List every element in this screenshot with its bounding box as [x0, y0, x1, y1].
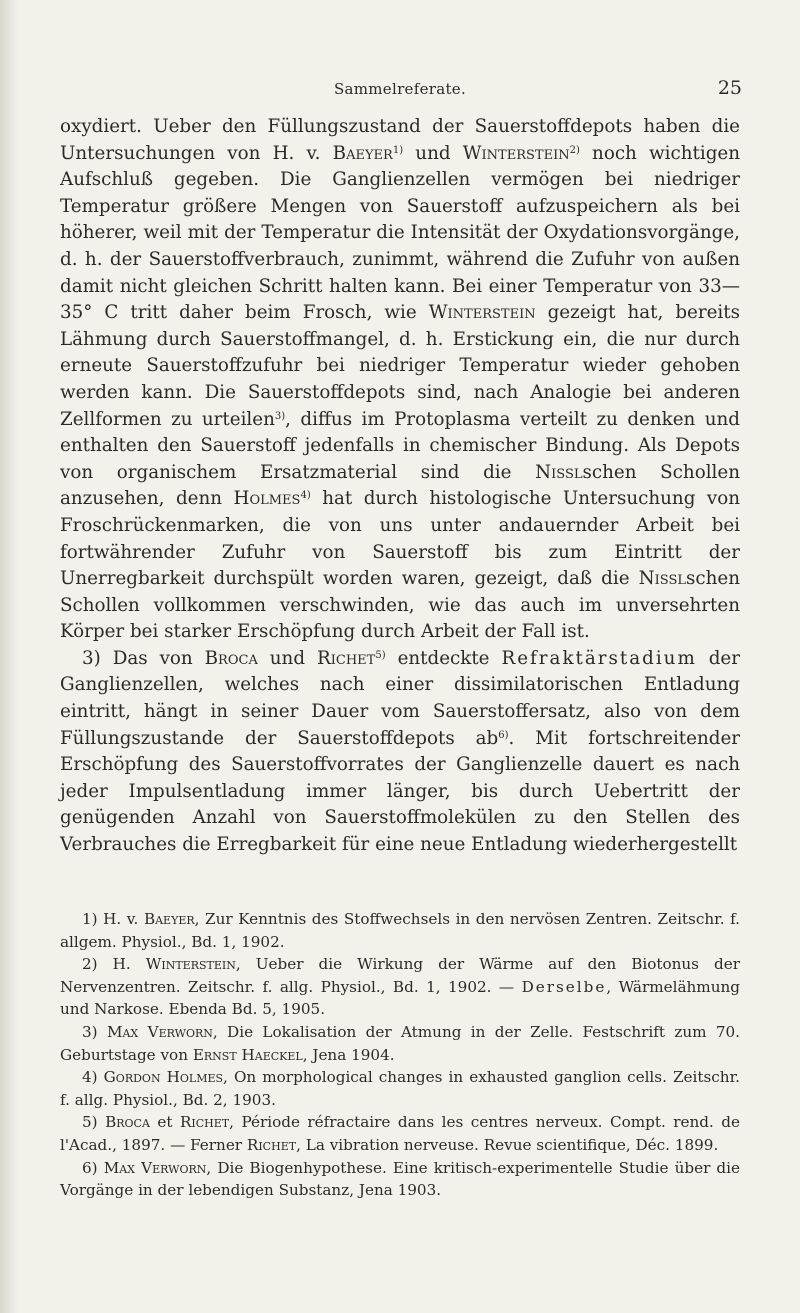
footnote-3: 3) Max Verworn, Die Lokalisation der Atmung in der Zelle. Festschrift zum 70. Geburtstage von Ernst Haeckel, Jena 1904.: [60, 1022, 740, 1064]
text-run: und: [257, 647, 317, 669]
text-run: gezeigt hat, bereits Lähmung durch Sauerstoffmangel, d. h. Erstickung ein, die nur durch erneute Sauerstoffzufuhr bei niedriger Temperatur wieder gehoben werden kann. Die Sauerstoffdepots sind, nach Analogie bei anderen Zellformen zu urteilen: [60, 302, 740, 430]
text-run: entdeckte: [385, 647, 502, 669]
author-name: Gordon Holmes: [103, 1068, 224, 1087]
emphasis-term: Refraktärstadium: [501, 647, 697, 669]
author-name: Nissl: [535, 461, 583, 483]
footnote-2: 2) H. Winterstein, Ueber die Wirkung der Wärme auf den Biotonus der Nervenzentren. Zeitschr. f. allg. Physiol., Bd. 1, 1902. — Derselbe, Wärmelähmung und Narkose. Ebenda Bd. 5, 1905.: [60, 955, 740, 1019]
author-name: Holmes: [233, 488, 301, 510]
footnote-ref: 3): [274, 410, 286, 422]
footnote-ref: 6): [498, 729, 509, 741]
author-name: Baeyer: [143, 910, 195, 928]
author-name: Baeyer: [332, 142, 393, 164]
footnote-5: 5) Broca et Richet, Période réfractaire dans les centres nerveux. Compt. rend. de l'Acad., 1897. — Ferner Richet, La vibration nerveuse. Revue scientifique, Déc. 1899.: [60, 1113, 741, 1154]
paragraph-2: [60, 646, 740, 859]
author-name: Winterstein: [145, 955, 236, 974]
text-run: der Ganglienzellen, welches nach einer dissimilatorischen Entladung eintritt, hängt in seiner Dauer vom Sauerstoffersatz, also von dem Füllungszustande der Sauerstoffdepots ab: [60, 647, 740, 749]
footnotes: [60, 908, 740, 1202]
author-name: Max Verworn: [103, 1158, 207, 1177]
author-name: Ernst Haeckel: [192, 1045, 303, 1064]
running-title: Sammelreferate.: [333, 80, 467, 98]
footnote-ref: 2): [569, 144, 580, 156]
text-run: 3) Das von: [82, 647, 205, 669]
author-name: Richet: [179, 1113, 230, 1132]
running-header: [0, 77, 800, 110]
text-run: . Mit fortschreitender Erschöpfung des Sauerstoffvorrates der Ganglienzelle dauert es nach jeder Impulsentladung immer länger, bis durch Uebertritt der genügenden Anzahl von Sauerstoffmolekülen zu den Stellen des Verbrauches die Erregbarkeit für eine neue Entladung wiederhergestellt: [60, 727, 741, 856]
author-name: Max Verworn: [106, 1022, 213, 1041]
text-run: oxydiert. Ueber den Füllungszustand der Sauerstoffdepots haben die Untersuchungen von H. v.: [60, 116, 740, 164]
derselbe: Derselbe: [521, 977, 607, 996]
author-name: Winterstein: [428, 302, 536, 324]
footnote-ref: 5): [375, 649, 386, 661]
paragraph-1: [60, 114, 740, 646]
page-edge-shadow: [0, 0, 18, 1313]
text-run: schen Schollen anzusehen, denn: [60, 461, 740, 510]
author-name: Nissl: [638, 568, 686, 590]
page-number: 25: [717, 77, 742, 99]
author-name: Winterstein: [462, 142, 570, 164]
author-name: Richet: [316, 647, 376, 669]
footnote-ref: 1): [392, 144, 404, 156]
author-name: Richet: [246, 1135, 297, 1154]
footnote-ref: 4): [300, 490, 311, 502]
text-run: , diffus im Protoplasma verteilt zu denken und enthalten den Sauerstoff jedenfalls in chemischer Bindung. Als Depots von organischem Ersatzmaterial sind die: [60, 408, 740, 483]
text-run: schen Schollen vollkommen verschwinden, wie das auch im unversehrten Körper bei starker Erschöpfung durch Arbeit der Fall ist.: [60, 568, 740, 643]
footnote-4: 4) Gordon Holmes, On morphological changes in exhausted ganglion cells. Zeitschr. f. allg. Physiol., Bd. 2, 1903.: [60, 1068, 740, 1109]
footnote-6: 6) Max Verworn, Die Biogenhypothese. Eine kritisch-experimentelle Studie über die Vorgänge in der lebendigen Substanz, Jena 1903.: [60, 1158, 740, 1200]
text-run: noch wichtigen Aufschluß gegeben. Die Ganglienzellen vermögen bei niedriger Temperatur größere Mengen von Sauerstoff aufzuspeichern als bei höherer, weil mit der Temperatur die Intensität der Oxydationsvorgänge, d. h. der Sauerstoffverbrauch, zunimmt, während die Zufuhr von außen damit nicht gleichen Schritt halten kann. Bei einer Temperatur von 33—35° C tritt daher beim Frosch, wie: [60, 142, 741, 324]
text-run: und: [403, 142, 463, 164]
author-name: Broca: [105, 1113, 150, 1132]
footnote-1: 1) H. v. Baeyer, Zur Kenntnis des Stoffwechsels in den nervösen Zentren. Zeitschr. f. allgem. Physiol., Bd. 1, 1902.: [60, 910, 741, 951]
main-text: [60, 114, 740, 859]
author-name: Broca: [204, 647, 258, 669]
text-run: hat durch histologische Untersuchung von Froschrückenmarken, die von uns unter andauernder Arbeit bei fortwährender Zufuhr von Sauerstoff bis zum Eintritt der Unerregbarkeit durchspült worden waren, gezeigt, daß die: [60, 488, 740, 590]
